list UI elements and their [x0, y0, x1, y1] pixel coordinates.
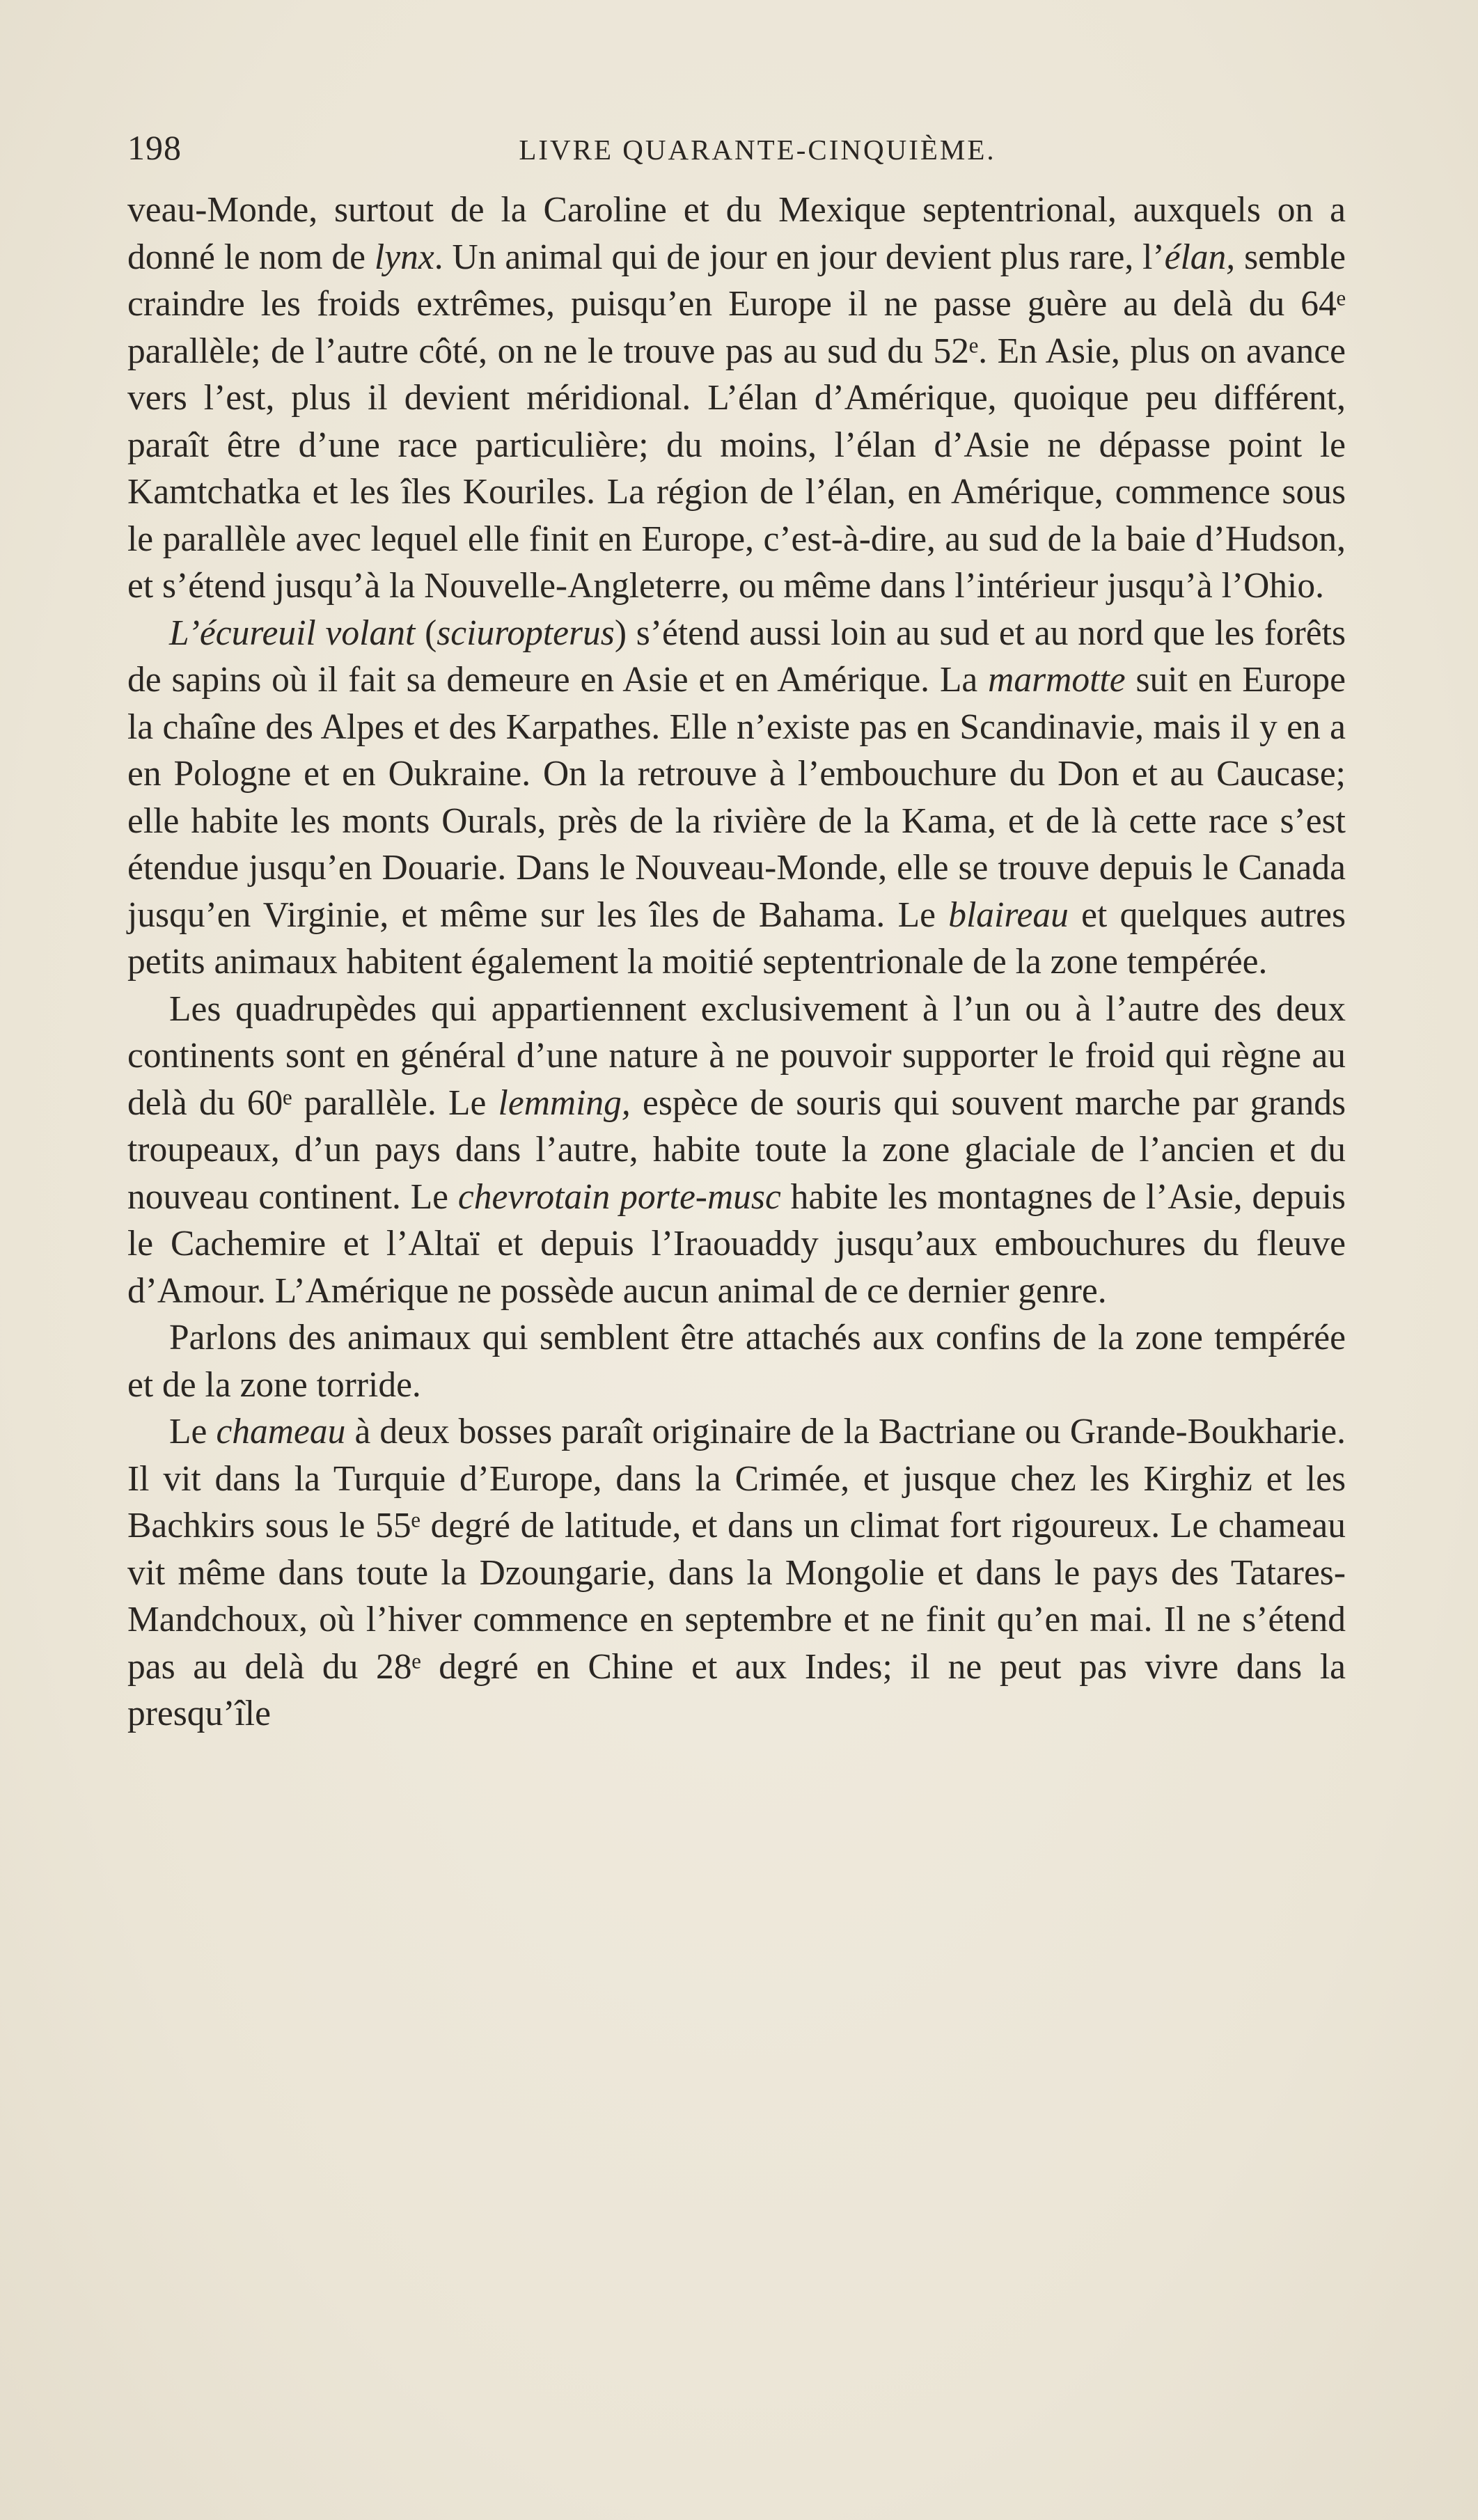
text-run: Le [169, 1412, 217, 1451]
text-run: Parlons des animaux qui semblent être attachés aux confins de la zone tempérée et de la zone torride. [127, 1318, 1346, 1405]
text-run: suit en Europe la chaîne des Alpes et des Karpathes. Elle n’existe pas en Scandinavie, mais il y en a en Pologne et en Oukraine. On la retrouve à l’embouchure du Don et au Caucase; elle habite les monts Ourals, près de la rivière de la Kama, et de là cette race s’est étendue jusqu’en Douarie. Dans le Nouveau-Monde, elle se trouve depuis le Canada jusqu’en Virginie, et même sur les îles de Bahama. Le [127, 660, 1346, 935]
italic-term: chameau [216, 1412, 346, 1451]
running-head [127, 127, 1346, 169]
text-run: . Un animal qui de jour en jour devient plus rare, l’ [434, 237, 1165, 277]
paragraph-ecureuil-marmotte [127, 610, 1346, 986]
italic-term: blaireau [948, 895, 1069, 935]
italic-term: marmotte [988, 660, 1126, 700]
paragraph-confins [127, 1314, 1346, 1408]
paragraph-chameau [127, 1408, 1346, 1738]
text-run: et quelques autres petits animaux habitent également la moitié septentrionale de la zone tempérée. [127, 895, 1346, 982]
text-run: ) s’étend aussi loin au sud et au nord que les forêts de sapins où il fait sa demeure en Asie et en Amérique. La [127, 613, 1346, 700]
text-run: Les quadrupèdes qui appartiennent exclusivement à l’un ou à l’autre des deux continents sont en général d’une nature à ne pouvoir supporter le froid qui règne au delà du 60ᵉ parallèle. Le [127, 989, 1346, 1123]
body-text [127, 187, 1346, 1738]
text-run: espèce de souris qui souvent marche par grands troupeaux, d’un pays dans l’autre, habite toute la zone glaciale de l’ancien et du nouveau continent. Le [127, 1082, 1346, 1217]
italic-term: chevrotain porte-musc [457, 1176, 781, 1217]
text-run: ( [415, 613, 437, 653]
paragraph-quadrupedes [127, 986, 1346, 1315]
page-number: 198 [127, 128, 182, 167]
text-run: semble craindre les froids extrêmes, puisqu’en Europe il ne passe guère au delà du 64ᵉ parallèle; de l’autre côté, on ne le trouve pas au sud du 52ᵉ. En Asie, plus on avance vers l’est, plus il devient méridional. L’élan d’Amérique, quoique peu différent, paraît être d’une race particulière; du moins, l’élan d’Asie ne dépasse point le Kamtchatka et les îles Kouriles. La région de l’élan, en Amérique, commence sous le parallèle avec lequel elle finit en Europe, c’est-à-dire, au sud de la baie d’Hudson, et s’étend jusqu’à la Nouvelle-Angleterre, ou même dans l’intérieur jusqu’à l’Ohio. [127, 237, 1346, 606]
text-run: habite les montagnes de l’Asie, depuis le Cachemire et l’Altaï et depuis l’Iraouaddy jusqu’aux embouchures du fleuve d’Amour. L’Amérique ne possède aucun animal de ce dernier genre. [127, 1176, 1346, 1311]
italic-term: lemming, [498, 1082, 631, 1123]
text-run: veau-Monde, surtout de la Caroline et du Mexique septentrional, auxquels on a donné le nom de [127, 190, 1346, 277]
italic-term: sciuropterus [437, 613, 615, 653]
paragraph-elan [127, 187, 1346, 610]
italic-term: élan, [1164, 237, 1236, 277]
italic-term: lynx [374, 237, 434, 277]
running-title: LIVRE QUARANTE-CINQUIÈME. [519, 134, 996, 166]
italic-term: L’écureuil volant [169, 613, 416, 653]
text-run: à deux bosses paraît originaire de la Bactriane ou Grande-Boukharie. Il vit dans la Turquie d’Europe, dans la Crimée, et jusque chez les Kirghiz et les Bachkirs sous le 55ᵉ degré de latitude, et dans un climat fort rigoureux. Le chameau vit même dans toute la Dzoungarie, dans la Mongolie et dans le pays des Tatares-Mandchoux, où l’hiver commence en septembre et ne finit qu’en mai. Il ne s’étend pas au delà du 28ᵉ degré en Chine et aux Indes; il ne peut pas vivre dans la presqu’île [127, 1412, 1346, 1733]
